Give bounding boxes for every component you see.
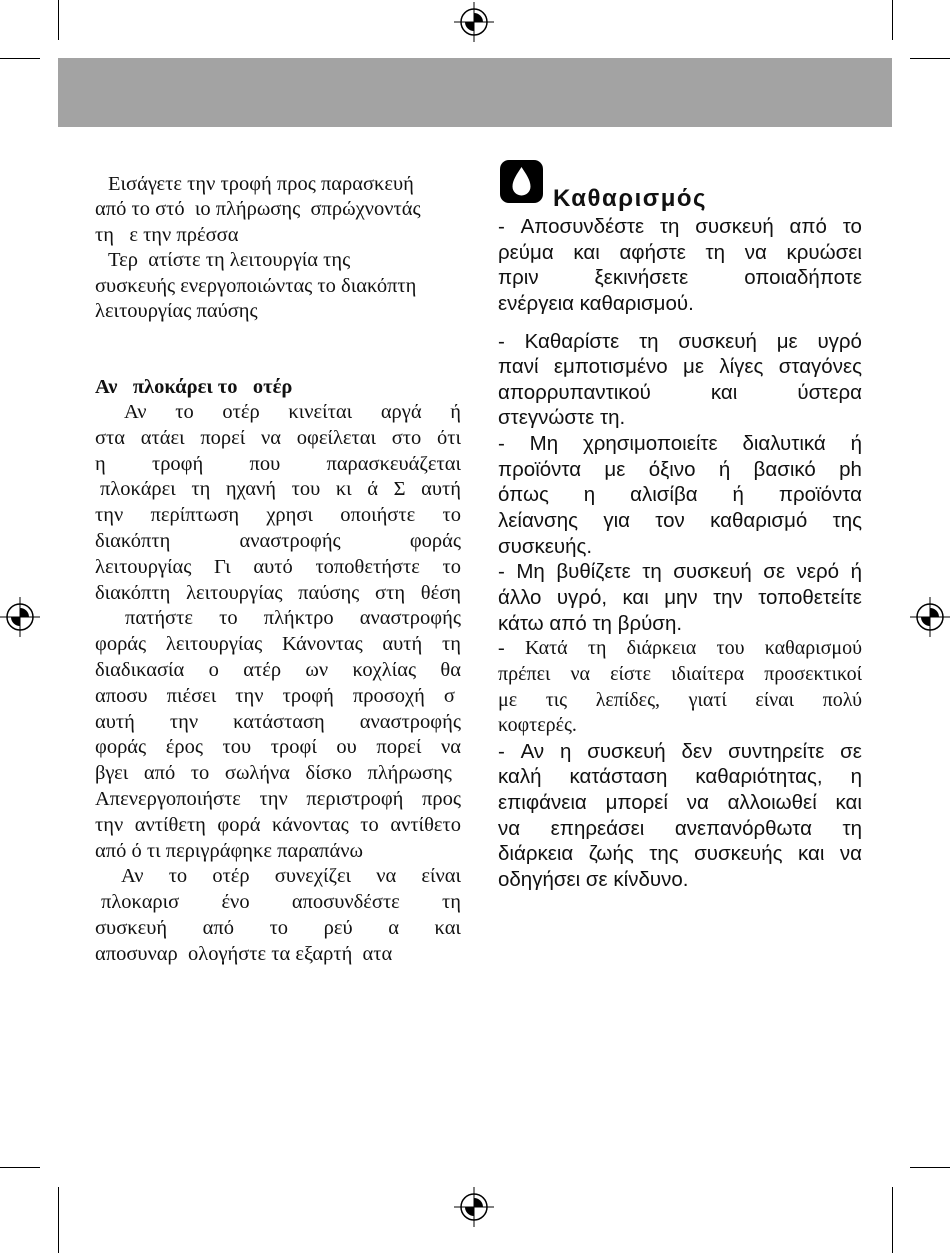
word: Απενεργοποιήστε [95, 787, 241, 810]
word: δεν [681, 739, 713, 763]
word: με [683, 355, 704, 379]
crop-mark [0, 1167, 40, 1168]
text-line [95, 400, 461, 426]
instruction-paragraph [498, 636, 862, 739]
word: ότι [436, 426, 461, 449]
word: κρυώσει [786, 240, 862, 264]
word: αποσυ [95, 684, 148, 707]
text-line [95, 581, 461, 607]
text-line [498, 482, 862, 508]
word: επιφάνεια [498, 791, 587, 815]
word: ου [336, 736, 357, 759]
text-line [95, 529, 461, 555]
word: πιέσει [166, 684, 217, 707]
word: τη [705, 240, 726, 264]
word: την [235, 684, 264, 707]
word: ρεύ [323, 916, 353, 939]
word: λειτουργίας [165, 633, 263, 656]
text-line: οδηγήσει σε κίνδυνο. [498, 868, 689, 892]
crop-mark [892, 1187, 893, 1253]
word: την [95, 504, 124, 527]
word: από [143, 762, 176, 785]
word: μην [664, 585, 698, 609]
crop-mark [892, 0, 893, 40]
word: κινείται [288, 401, 353, 423]
word: θα [440, 658, 461, 681]
text-line [498, 585, 862, 611]
word: Γι [214, 555, 231, 578]
word: λειτουργίας [95, 555, 192, 578]
word: υγρό, [556, 585, 608, 609]
word: του [291, 478, 321, 501]
word: στη [375, 581, 406, 604]
word: μπορεί [605, 791, 668, 815]
word: είναι [421, 865, 461, 888]
word: συσκευή [587, 739, 666, 763]
left-paragraph-1 [95, 172, 461, 324]
word: τη [842, 816, 862, 840]
word: αυτό [253, 555, 293, 578]
word: τροφή [151, 452, 204, 475]
text-line [498, 508, 862, 534]
word: κάνοντας [272, 813, 349, 836]
text-line [95, 890, 461, 916]
word: πρέπει [498, 662, 551, 685]
word: του [222, 736, 252, 759]
word: συσκευής [694, 842, 783, 866]
text-line [498, 662, 862, 688]
instruction-paragraph [498, 214, 862, 317]
text-line [498, 816, 862, 842]
word: κοχλίας [352, 658, 417, 681]
text-line [498, 739, 862, 765]
word: - [498, 560, 505, 584]
word: που [249, 452, 281, 475]
word: της [832, 509, 862, 533]
word: το [175, 401, 194, 423]
text-line: συσκευής ενεργοποιώντας το διακόπτη [95, 274, 417, 297]
word: κι [335, 478, 352, 501]
word: η [559, 739, 572, 763]
word: λεπίδες, [595, 688, 661, 711]
word: βγει [95, 762, 129, 785]
word: φοράς [95, 736, 147, 759]
word: ζωής [588, 842, 634, 866]
text-line: τη ε την πρέσσα [95, 223, 239, 246]
word: Μη [516, 560, 545, 584]
word: παρασκευάζεται [326, 452, 461, 475]
text-line [95, 761, 461, 787]
word: να [261, 426, 282, 449]
word: εμποτισμένο [553, 355, 668, 379]
word: την [713, 585, 743, 609]
word: αυτή [421, 478, 461, 501]
word: τη [659, 215, 680, 238]
word: σε [840, 739, 862, 763]
registration-mark-icon [454, 2, 494, 42]
word: χρησι [266, 504, 313, 527]
word: η [95, 452, 106, 475]
text-line [95, 658, 461, 684]
word: θέση [420, 581, 461, 604]
text-line [498, 636, 862, 662]
word: να [686, 791, 709, 815]
text-line [95, 813, 461, 839]
word: διαδικασία [95, 658, 185, 681]
word: την [169, 710, 199, 733]
word: Καθαρίστε [524, 329, 620, 353]
text-line [95, 710, 461, 736]
crop-mark [58, 0, 59, 40]
word: - [498, 432, 505, 456]
word: - [498, 329, 505, 353]
word: συσκευή [678, 329, 757, 353]
word: καθαρισμού [764, 637, 862, 660]
word: το [442, 555, 461, 578]
word: ph [839, 457, 862, 481]
word: η [850, 765, 862, 789]
word: επηρεάσει [550, 816, 645, 840]
text-line [498, 265, 862, 291]
word: να [839, 842, 862, 866]
word: αντίθετη [134, 813, 206, 836]
word: λειτουργίας [186, 581, 283, 604]
word: ων [305, 658, 329, 681]
word: σε [763, 560, 786, 584]
word: Αν [121, 865, 144, 888]
crop-mark [0, 58, 40, 59]
text-line [95, 555, 461, 581]
text-line [498, 688, 862, 714]
word: ή [450, 401, 461, 423]
text-line: κοφτερές. [498, 714, 577, 737]
word: πατήστε [125, 607, 193, 630]
word: διάρκεια [626, 637, 697, 660]
word: την [259, 787, 288, 810]
word: τις [545, 688, 568, 711]
word: το [168, 865, 188, 888]
word: διάρκεια [498, 842, 574, 866]
word: βυθίζετε [556, 560, 631, 584]
word: ατάει [140, 426, 185, 449]
word: τη [442, 891, 461, 914]
word: προσεκτικοί [764, 662, 862, 685]
word: για [603, 509, 630, 533]
water-drop-icon [500, 160, 543, 203]
word: από [202, 916, 234, 939]
word: οφείλεται [296, 426, 376, 449]
text-line: αποσυναρ ολογήστε τα εξαρτή ατα [95, 942, 393, 965]
word: συντηρείτε [728, 739, 825, 763]
word: χρησιμοποιείτε [582, 432, 718, 456]
text-line [95, 452, 461, 478]
text-line: Εισάγετε την τροφή προς παρασκευή [108, 173, 414, 195]
text-line [498, 457, 862, 483]
instruction-paragraph [498, 431, 862, 559]
text-line [95, 426, 461, 452]
crop-mark [910, 1167, 950, 1168]
section-heading: Αν πλοκάρει το οτέρ [95, 376, 293, 398]
text-line: λειτουργίας παύσης [95, 299, 258, 322]
word: υγρό [817, 329, 862, 353]
word: - [498, 637, 505, 660]
text-line [498, 841, 862, 867]
word: προς [422, 787, 461, 810]
word: σταγόνες [778, 355, 862, 379]
word: την [95, 813, 124, 836]
text-line [95, 477, 461, 503]
word: δίσκο [305, 762, 352, 785]
word: περιστροφή [306, 787, 404, 810]
text-line: κάτω από τη βρύση. [498, 611, 683, 635]
word: αναστροφής [239, 529, 341, 552]
word: πλοκαρισ [101, 891, 180, 914]
word: ή [850, 560, 862, 584]
word: αναστροφής [359, 710, 461, 733]
text-line [498, 559, 862, 585]
word: φορά [217, 813, 261, 836]
word: ή [732, 483, 744, 507]
word: με [776, 329, 798, 353]
crop-mark [910, 58, 950, 59]
word: τη [587, 637, 607, 660]
word: να [744, 240, 767, 264]
word: είστε [610, 662, 652, 685]
word: αναστροφής [359, 607, 461, 630]
word: άλλο [498, 585, 542, 609]
word: το [219, 607, 238, 630]
word: το [190, 762, 210, 785]
word: συσκευή [695, 215, 774, 238]
word: φοράς [95, 633, 147, 656]
word: συνεχίζει [274, 865, 352, 888]
text-line [498, 764, 862, 790]
word: αφήστε [619, 240, 686, 264]
cleaning-heading: Καθαρισμός [553, 185, 708, 212]
word: το [269, 916, 289, 939]
text-line [95, 787, 461, 813]
word: Μη [529, 432, 559, 456]
word: να [376, 865, 397, 888]
word: οτέρ [222, 401, 260, 423]
word: φοράς [409, 529, 461, 552]
text-line [498, 431, 862, 457]
word: και [797, 842, 825, 866]
word: κατάσταση [569, 765, 668, 789]
word: και [573, 240, 600, 264]
word: Αποσυνδέστε [520, 215, 645, 238]
word: τη [642, 560, 662, 584]
word: α [388, 916, 399, 939]
word: Αν [124, 401, 147, 423]
word: ή [718, 457, 731, 481]
word: και [434, 916, 461, 939]
word: στα [95, 426, 126, 449]
word: το [360, 813, 379, 836]
word: του [716, 637, 745, 660]
word: τη [191, 478, 211, 501]
word: τροφή [282, 684, 334, 707]
word: ξεκινήσετε [594, 266, 689, 290]
text-line [95, 735, 461, 761]
word: αυτή [95, 710, 135, 733]
word: σωλήνα [224, 762, 290, 785]
word: ανεπανόρθωτα [674, 816, 812, 840]
word: ή [850, 432, 862, 456]
word: αλισίβα [630, 483, 698, 507]
word: οτέρ [212, 865, 250, 888]
word: και [622, 585, 649, 609]
word: τη [442, 633, 461, 656]
instruction-paragraph [498, 559, 862, 636]
text-line [498, 354, 862, 380]
word: αλλοιωθεί [727, 791, 817, 815]
word: το [442, 504, 461, 527]
word: με [604, 457, 626, 481]
word: πορεί [376, 736, 422, 759]
text-line [95, 606, 461, 632]
word: διακόπτη [95, 529, 171, 552]
word: να [440, 736, 461, 759]
word: Κάνοντας [282, 633, 363, 656]
word: ά [367, 478, 379, 501]
word: γιατί [688, 688, 727, 711]
cleaning-instructions [498, 214, 862, 893]
instruction-paragraph [498, 739, 862, 893]
word: να [498, 816, 521, 840]
word: όπως [498, 483, 549, 507]
word: ηχανή [225, 478, 277, 501]
word: πανί [498, 355, 539, 379]
word: νερό [796, 560, 840, 584]
word: τοποθετήστε [315, 555, 420, 578]
word: οποιαδήποτε [744, 266, 862, 290]
left-paragraph-2 [95, 400, 461, 968]
word: διακόπτη [95, 581, 171, 604]
text-line [498, 240, 862, 266]
word: διαλυτικά [742, 432, 826, 456]
word: τον [655, 509, 685, 533]
word: Κατά [524, 637, 568, 660]
text-line [95, 864, 461, 890]
text-line: συσκευής. [498, 534, 593, 558]
word: και [710, 380, 738, 404]
crop-mark [58, 1187, 59, 1253]
word: πολύ [822, 688, 862, 711]
word: πλήκτρο [263, 607, 334, 630]
word: συσκευή [95, 916, 168, 939]
word: καλή [498, 765, 542, 789]
instruction-paragraph [498, 329, 862, 432]
word: περίπτωση [150, 504, 240, 527]
word: ατέρ [243, 658, 282, 681]
word: τοποθετείτε [758, 585, 862, 609]
word: σ [443, 684, 455, 707]
word: - [498, 215, 505, 238]
word: με [498, 688, 518, 711]
text-line [498, 790, 862, 816]
word: Αν [520, 739, 545, 763]
word: αργά [380, 401, 422, 423]
text-line [498, 380, 862, 406]
text-line: Τερ ατίστε τη λειτουργία της [108, 249, 351, 272]
text-line [95, 503, 461, 529]
text-line: ενέργεια καθαρισμού. [498, 291, 694, 315]
word: όξινο [648, 457, 696, 481]
word: τη [639, 329, 659, 353]
text-line: από ό τι περιγράφηκε παραπάνω [95, 839, 363, 862]
registration-mark-icon [454, 1187, 494, 1227]
word: αποσυνδέστε [291, 891, 400, 914]
word: πορεί [200, 426, 246, 449]
word: ρεύμα [498, 240, 554, 264]
word: αυτή [382, 633, 423, 656]
word: κατάσταση [233, 710, 325, 733]
word: της [649, 842, 679, 866]
word: και [835, 791, 862, 815]
word: Σ [393, 478, 406, 501]
text-line: από το στό ιο πλήρωσης σπρώχνοντάς [95, 198, 421, 221]
word: πλοκάρει [100, 478, 176, 501]
word: καθαριότητας, [695, 765, 823, 789]
word: είναι [755, 688, 795, 711]
word: στο [391, 426, 422, 449]
text-line [498, 329, 862, 355]
word: καθαρισμό [710, 509, 808, 533]
word: λίγες [719, 355, 764, 379]
text-line [95, 632, 461, 658]
word: η [583, 483, 596, 507]
word: οποιήστε [340, 504, 416, 527]
word: από [789, 215, 827, 238]
word: ο [208, 658, 219, 681]
registration-mark-icon [0, 597, 40, 637]
word: το [842, 215, 862, 238]
word: προϊόντα [498, 457, 582, 481]
word: ιδιαίτερα [671, 662, 745, 685]
word: απορρυπαντικού [498, 380, 651, 404]
word: αντίθετο [390, 813, 461, 836]
text-line: στεγνώστε τη. [498, 406, 626, 430]
word: συσκευή [673, 560, 752, 584]
text-line [95, 916, 461, 942]
word: να [570, 662, 590, 685]
word: ύστερα [797, 380, 862, 404]
word: βασικό [753, 457, 816, 481]
word: παύσης [298, 581, 360, 604]
header-bar [58, 58, 892, 127]
text-line [95, 684, 461, 710]
word: - [498, 739, 505, 763]
word: πλήρωσης [367, 762, 452, 785]
word: πριν [498, 266, 539, 290]
registration-mark-icon [910, 597, 950, 637]
word: λείανσης [498, 509, 578, 533]
word: τροφί [270, 736, 317, 759]
text-line [498, 214, 862, 240]
word: προϊόντα [778, 483, 862, 507]
word: προσοχή [352, 684, 425, 707]
word: ένο [221, 891, 250, 914]
word: έρος [165, 736, 203, 759]
